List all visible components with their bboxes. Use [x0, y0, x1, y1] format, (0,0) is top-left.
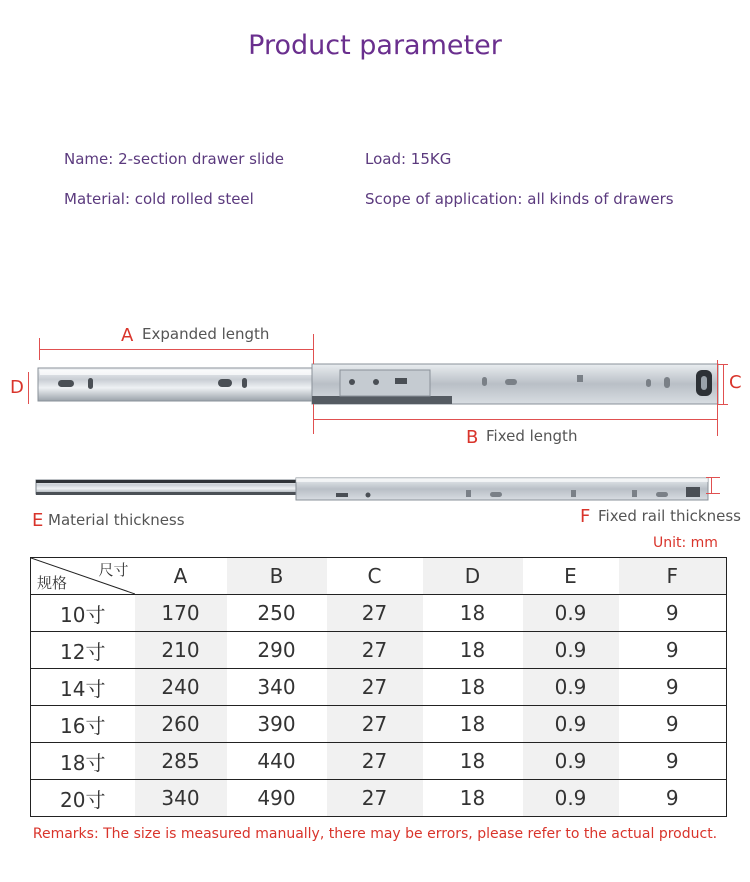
- unit-label: Unit: mm: [653, 535, 718, 551]
- table-row: [31, 780, 727, 817]
- table-cell: 18: [423, 780, 523, 817]
- page-title: Product parameter: [248, 30, 502, 61]
- table-cell: 9: [619, 669, 727, 706]
- dim-e-label: Material thickness: [48, 511, 185, 529]
- dim-c-line: [723, 364, 724, 404]
- table-cell: 0.9: [523, 780, 619, 817]
- dim-b-label: Fixed length: [486, 427, 578, 445]
- table-cell: 18: [423, 706, 523, 743]
- table-cell: 9: [619, 706, 727, 743]
- param-material: Material: cold rolled steel: [64, 190, 254, 208]
- table-row-spec: 14寸: [31, 669, 135, 706]
- table-header-row: [31, 558, 727, 595]
- column-header-e: E: [523, 558, 619, 595]
- table-row: [31, 595, 727, 632]
- corner-top-label: 尺寸: [98, 561, 129, 579]
- dim-c-bottom-tick: [718, 404, 728, 405]
- dim-f-letter: F: [580, 506, 591, 527]
- table-cell: 340: [227, 669, 327, 706]
- dim-a-line: [39, 349, 313, 350]
- table-corner-cell: [31, 558, 135, 595]
- param-load: Load: 15KG: [365, 150, 452, 168]
- dim-b-right-tick: [717, 360, 718, 436]
- table-row-spec: 20寸: [31, 780, 135, 817]
- table-cell: 9: [619, 595, 727, 632]
- column-header-f: F: [619, 558, 727, 595]
- closed-slide-illustration: [0, 470, 750, 510]
- column-header-a: A: [135, 558, 227, 595]
- dim-e-letter: E: [32, 510, 44, 531]
- extended-slide-illustration: [0, 340, 750, 460]
- dim-f-line: [711, 477, 712, 493]
- table-cell: 9: [619, 743, 727, 780]
- table-cell: 27: [327, 743, 423, 780]
- table-cell: 260: [135, 706, 227, 743]
- table-cell: 340: [135, 780, 227, 817]
- remarks-note: Remarks: The size is measured manually, there may be errors, please refer to the actual product.: [32, 826, 718, 842]
- table-cell: 290: [227, 632, 327, 669]
- dim-b-left-tick: [313, 404, 314, 434]
- table-cell: 390: [227, 706, 327, 743]
- table-cell: 27: [327, 706, 423, 743]
- table-row: [31, 706, 727, 743]
- column-header-c: C: [327, 558, 423, 595]
- table-cell: 0.9: [523, 706, 619, 743]
- table-cell: 0.9: [523, 743, 619, 780]
- table-cell: 9: [619, 632, 727, 669]
- table-cell: 0.9: [523, 632, 619, 669]
- table-row-spec: 18寸: [31, 743, 135, 780]
- table-cell: 210: [135, 632, 227, 669]
- table-cell: 18: [423, 669, 523, 706]
- dim-a-right-tick: [313, 334, 314, 364]
- dim-a-label: Expanded length: [142, 325, 270, 343]
- table-cell: 27: [327, 595, 423, 632]
- table-cell: 27: [327, 669, 423, 706]
- dim-d-line: [28, 372, 29, 404]
- table-row-spec: 16寸: [31, 706, 135, 743]
- param-scope: Scope of application: all kinds of drawers: [365, 190, 674, 208]
- param-name: Name: 2-section drawer slide: [64, 150, 285, 168]
- dim-b-letter: B: [466, 427, 479, 448]
- column-header-b: B: [227, 558, 327, 595]
- dim-d-letter: D: [10, 377, 24, 398]
- table-cell: 0.9: [523, 595, 619, 632]
- dim-f-label: Fixed rail thickness: [598, 507, 741, 525]
- dim-f-bottom-tick: [706, 493, 720, 494]
- table-cell: 27: [327, 632, 423, 669]
- table-cell: 285: [135, 743, 227, 780]
- table-cell: 18: [423, 743, 523, 780]
- table-cell: 440: [227, 743, 327, 780]
- table-cell: 18: [423, 632, 523, 669]
- dim-a-letter: A: [121, 325, 134, 346]
- table-cell: 490: [227, 780, 327, 817]
- dim-c-letter: C: [729, 372, 742, 393]
- dim-b-line: [313, 419, 718, 420]
- table-row-spec: 10寸: [31, 595, 135, 632]
- dim-a-left-tick: [39, 338, 40, 360]
- table-row: [31, 669, 727, 706]
- table-cell: 250: [227, 595, 327, 632]
- dim-c-top-tick: [718, 364, 728, 365]
- table-cell: 240: [135, 669, 227, 706]
- spec-table: [30, 557, 727, 817]
- table-row: [31, 743, 727, 780]
- table-cell: 170: [135, 595, 227, 632]
- table-cell: 18: [423, 595, 523, 632]
- table-cell: 27: [327, 780, 423, 817]
- corner-bottom-label: 规格: [37, 574, 68, 592]
- dim-f-top-tick: [706, 477, 720, 478]
- table-cell: 9: [619, 780, 727, 817]
- column-header-d: D: [423, 558, 523, 595]
- table-cell: 0.9: [523, 669, 619, 706]
- table-row: [31, 632, 727, 669]
- table-row-spec: 12寸: [31, 632, 135, 669]
